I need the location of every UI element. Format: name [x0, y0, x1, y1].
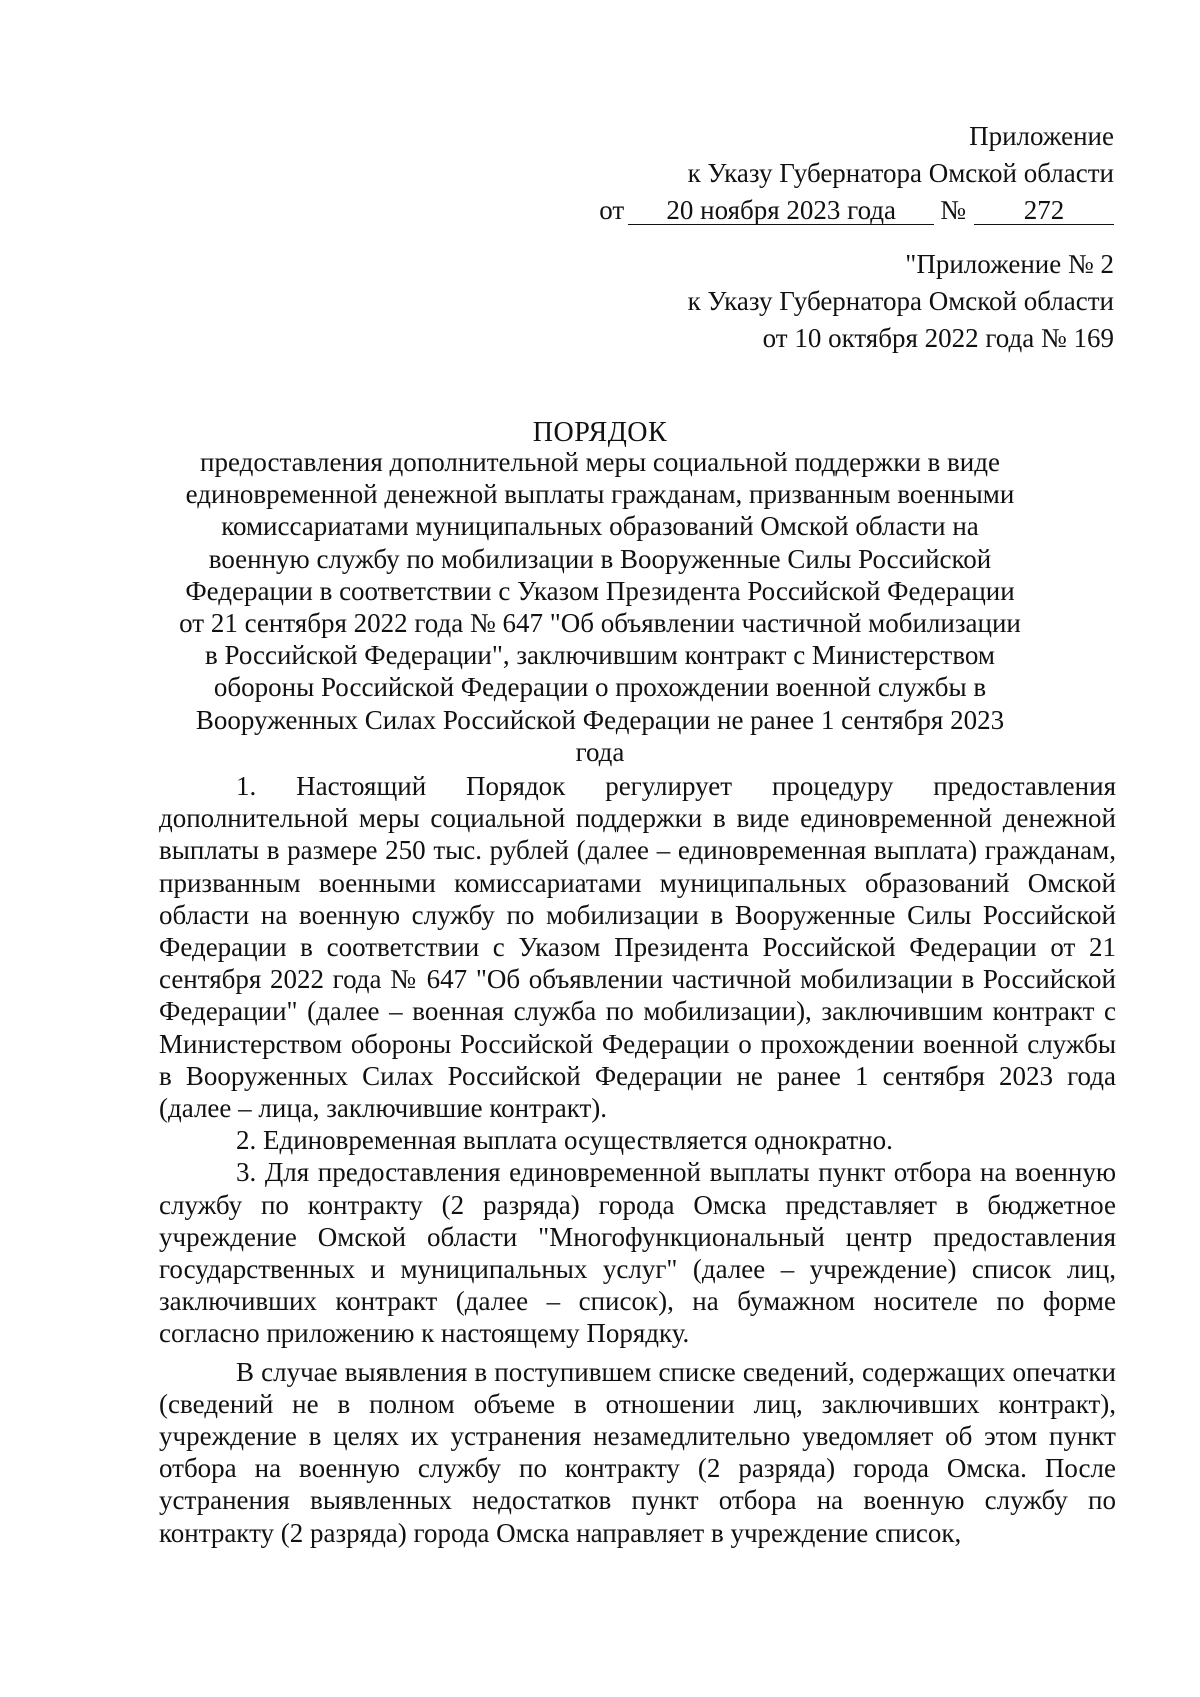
prior-appendix-line-1: "Приложение № 2: [905, 249, 1114, 279]
from-label: от: [599, 195, 625, 225]
paragraph-3: 3. Для предоставления единовременной выплаты пункт отбора на военную службу по контракту (2 разряда) города Омска представляет в бюджетное учреждение Омской области "Многофункциональный центр предоставления государственных и муниципальных услуг" (далее – учреждение) список лиц, заключивших контракт (далее – список), на бумажном носителе по форме согласно приложению к настоящему Порядку.: [159, 1157, 1116, 1349]
appendix-label: Приложение: [969, 121, 1114, 151]
prior-appendix-reference: [688, 246, 1114, 357]
prior-appendix-line-3: от 10 октября 2022 года № 169: [762, 323, 1114, 353]
document-body: [159, 770, 1116, 1549]
decree-number: 272: [974, 196, 1114, 225]
document-subtitle: предоставления дополнительной меры социальной поддержки в виде единовременной денежной выплаты гражданам, призванным военными комиссариатами муниципальных образований Омской области на военную службу по мобилизации в Вооруженные Силы Российской Федерации в соответствии с Указом Президента Российской Федерации от 21 сентября 2022 года № 647 "Об объявлении частичной мобилизации в Российской Федерации", заключившим контракт с Министерством обороны Российской Федерации о прохождении военной службы в Вооруженных Силах Российской Федерации не ранее 1 сентября 2023 года: [179, 447, 1021, 767]
paragraph-1: 1. Настоящий Порядок регулирует процедуру предоставления дополнительной меры социальной поддержки в виде единовременной денежной выплаты в размере 250 тыс. рублей (далее – единовременная выплата) гражданам, призванным военными комиссариатами муниципальных образований Омской области на военную службу по мобилизации в Вооруженные Силы Российской Федерации в соответствии с Указом Президента Российской Федерации от 21 сентября 2022 года № 647 "Об объявлении частичной мобилизации в Российской Федерации" (далее – военная служба по мобилизации), заключившим контракт с Министерством обороны Российской Федерации о прохождении военной службы в Вооруженных Силах Российской Федерации не ранее 1 сентября 2023 года (далее – лица, заключившие контракт).: [159, 771, 1116, 1124]
prior-appendix-line-2: к Указу Губернатора Омской области: [687, 286, 1114, 316]
decree-date-number-line: [599, 192, 1114, 229]
appendix-header: [599, 118, 1114, 229]
paragraph-2: 2. Единовременная выплата осуществляется однократно.: [236, 1125, 893, 1156]
document-title: ПОРЯДОК: [532, 417, 668, 448]
paragraph-4: В случае выявления в поступившем списке сведений, содержащих опечатки (сведений не в полном объеме в отношении лиц, заключивших контракт), учреждение в целях их устранения незамедлительно уведомляет об этом пункт отбора на военную службу по контракту (2 разряда) города Омска. После устранения выявленных недостатков пункт отбора на военную службу по контракту (2 разряда) города Омска направляет в учреждение список,: [159, 1356, 1116, 1548]
number-sign: №: [940, 195, 966, 225]
decree-date: 20 ноября 2023 года: [628, 196, 934, 225]
decree-reference: к Указу Губернатора Омской области: [687, 158, 1114, 188]
